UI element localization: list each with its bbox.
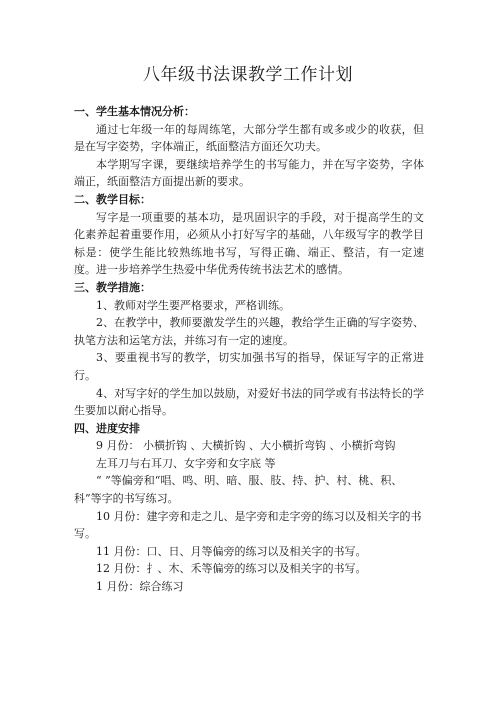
paragraph: 4、对写字好的学生加以鼓励，对爱好书法的同学或有书法特长的学生要加以耐心指导。 xyxy=(74,386,424,418)
paragraph: 写字是一项重要的基本功，是巩固识字的手段，对于提高学生的文化素养起着重要作用，必须从小打好写字的基础，八年级写字的教学目标是：使学生能比较熟练地书写，写得正确、端正、整洁，有一定速度。进一步培养学生热爱中华优秀传统书法艺术的感情。 xyxy=(74,210,424,277)
schedule-item: 1 月份：综合练习 xyxy=(96,580,184,594)
document-title: 八年级书法课教学工作计划 xyxy=(143,65,353,85)
schedule-item: 11 月份：口、日、月等偏旁的练习以及相关字的书写。 xyxy=(96,544,367,558)
schedule-item: 9 月份： 小横折钩 、大横折钩 、大小横折弯钩 、小横折弯钩 xyxy=(96,439,396,453)
document-body xyxy=(74,103,424,596)
section-student-analysis xyxy=(74,103,424,191)
paragraph: 2、在教学中，教师要激发学生的兴趣，教给学生正确的写字姿势、执笔方法和运笔方法，并练习有一定的速度。 xyxy=(74,316,424,347)
paragraph: 本学期写字课，要继续培养学生的书写能力，并在写字姿势，字体端正，纸面整洁方面提出新的要求。 xyxy=(74,157,424,189)
schedule-item: 10 月份：建字旁和走之儿、是字旁和走字旁的练习以及相关字的书写。 xyxy=(74,509,422,541)
section-teaching-goals xyxy=(74,191,424,279)
paragraph: 1、教师对学生要严格要求，严格训练。 xyxy=(96,298,290,312)
section-heading: 四、进度安排 xyxy=(74,421,140,435)
schedule-item: 左耳刀与右耳刀、女字旁和女字底 等 xyxy=(96,456,276,470)
paragraph: 3、要重视书写的教学，切实加强书写的指导，保证写字的正常进行。 xyxy=(74,351,424,382)
schedule-item: “ ”等偏旁和“唱、鸣、明、暗、服、肢、持、护、村、桃、积、科”等字的书写练习。 xyxy=(74,474,403,506)
section-heading: 三、教学措施： xyxy=(74,280,151,294)
section-heading: 一、学生基本情况分析： xyxy=(74,105,195,118)
section-heading: 二、教学目标： xyxy=(74,192,151,206)
paragraph: 通过七年级一年的每周练笔，大部分学生都有或多或少的收获，但是在写字姿势，字体端正，纸面整洁方面还欠功夫。 xyxy=(74,122,424,154)
section-teaching-measures xyxy=(74,279,424,420)
schedule-item: 12 月份：扌、木、禾等偏旁的练习以及相关字的书写。 xyxy=(96,562,367,576)
section-schedule xyxy=(74,420,424,596)
